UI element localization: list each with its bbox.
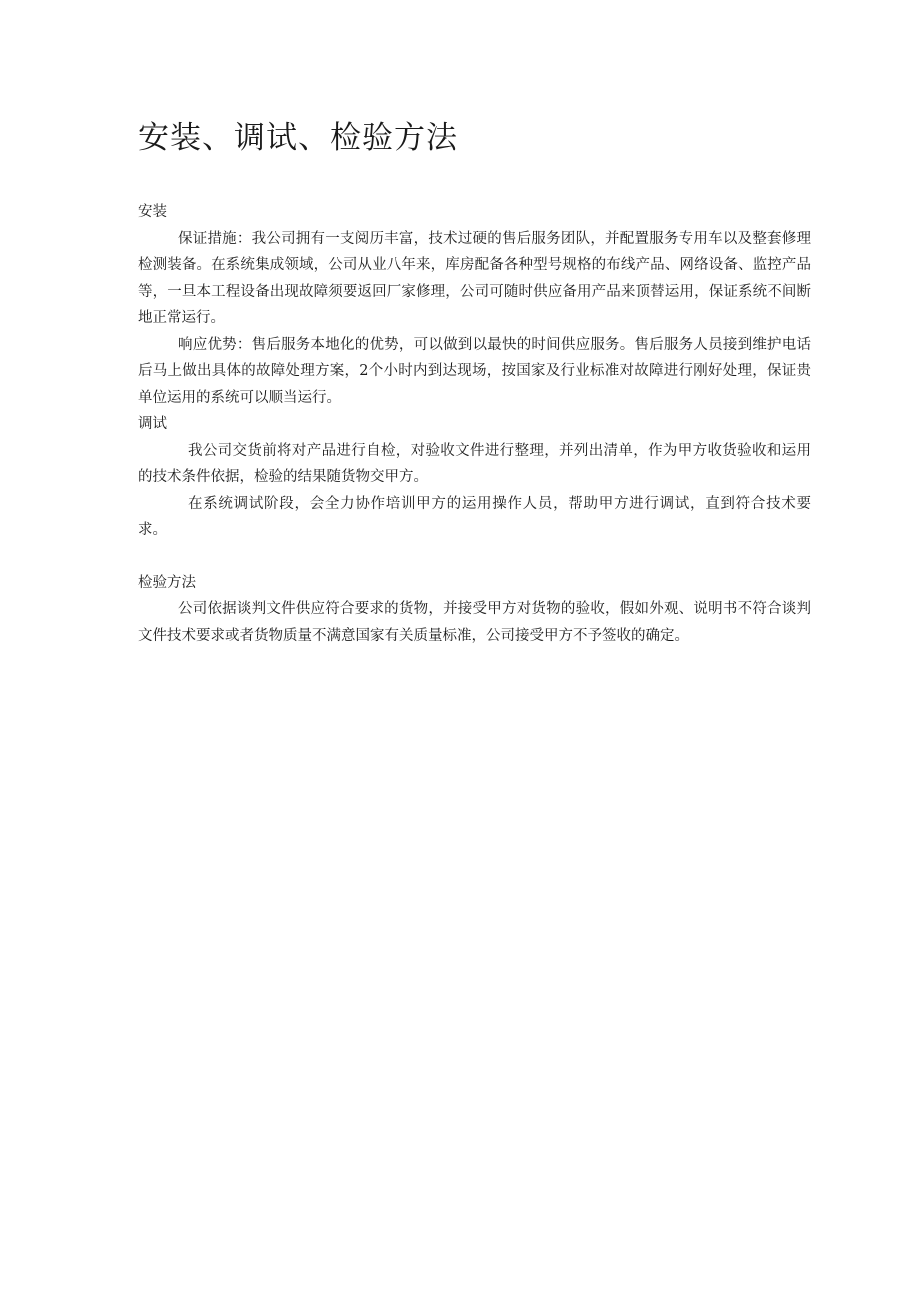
section-heading-install: 安装 <box>138 204 167 220</box>
document-body <box>138 199 811 649</box>
section-inspection-method <box>138 570 811 650</box>
paragraph-training: 在系统调试阶段，会全力协作培训甲方的运用操作人员，帮助甲方进行调试，直到符合技术要求。 <box>138 495 811 538</box>
paragraph-response-advantage: 响应优势：售后服务本地化的优势，可以做到以最快的时间供应服务。售后服务人员接到维护电话后马上做出具体的故障处理方案，2个小时内到达现场，按国家及行业标准对故障进行刚好处理，保证贵单位运用的系统可以顺当运行。 <box>138 336 811 406</box>
paragraph-guarantee-measures: 保证措施：我公司拥有一支阅历丰富，技术过硬的售后服务团队，并配置服务专用车以及整套修理检测装备。在系统集成领域，公司从业八年来，库房配备各种型号规格的布线产品、网络设备、监控产品等，一旦本工程设备出现故障须要返回厂家修理，公司可随时供应备用产品来顶替运用，保证系统不间断地正常运行。 <box>138 230 811 326</box>
section-spacer <box>138 544 811 570</box>
paragraph-self-inspection: 我公司交货前将对产品进行自检，对验收文件进行整理，并列出清单，作为甲方收货验收和运用的技术条件依据，检验的结果随货物交甲方。 <box>138 442 811 485</box>
paragraph-acceptance: 公司依据谈判文件供应符合要求的货物，并接受甲方对货物的验收，假如外观、说明书不符合谈判文件技术要求或者货物质量不满意国家有关质量标准，公司接受甲方不予签收的确定。 <box>138 601 811 644</box>
section-heading-inspection-method: 检验方法 <box>138 574 196 591</box>
section-install <box>138 199 811 411</box>
section-debug <box>138 411 811 544</box>
section-heading-debug: 调试 <box>138 416 167 432</box>
document-title: 安装、调试、检验方法 <box>138 120 458 156</box>
